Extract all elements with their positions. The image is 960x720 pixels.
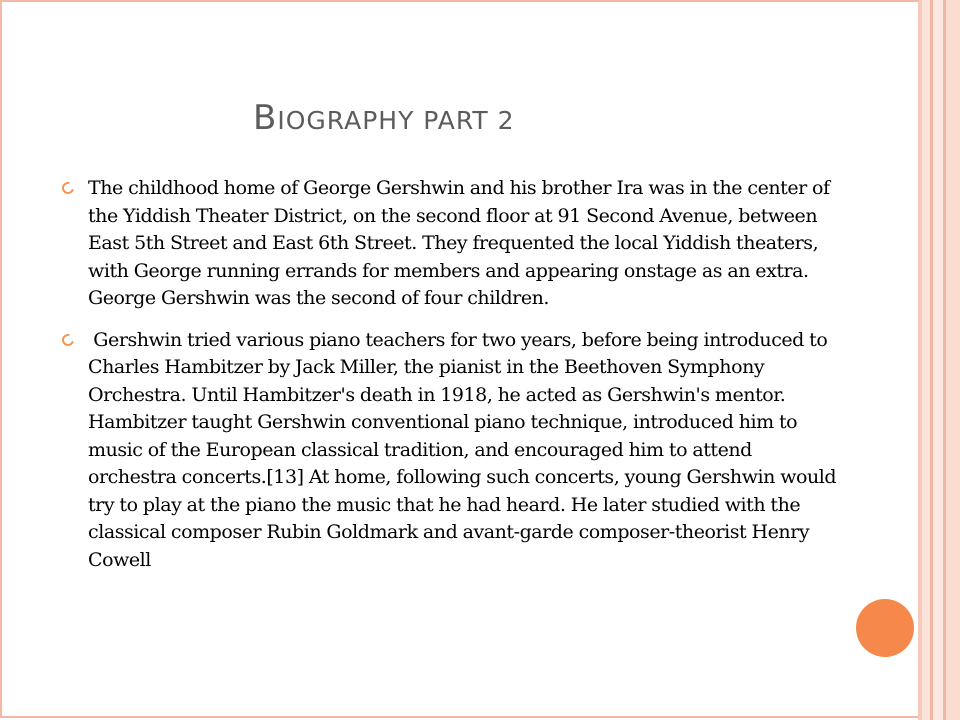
slide-title-rest: IOGRAPHY PART 2 [277, 106, 515, 135]
bullet-icon [60, 331, 76, 347]
accent-circle [856, 599, 914, 657]
right-edge-band [933, 0, 943, 720]
list-item [60, 175, 840, 313]
bullet-text: Gershwin tried various piano teachers for two years, before being introduced to Charles Hambitzer by Jack Miller, the pianist in the Beethoven Symphony Orchestra. Until Hambitzer's death in 1918, he acted as Gershwin's mentor. Hambitzer taught Gershwin conventional piano technique, introduced him to music of the European classical tradition, and encouraged him to attend orchestra concerts.[13] At home, following such concerts, young Gershwin would try to play at the piano the music that he had heard. He later studied with the classical composer Rubin Goldmark and avant-garde composer-theorist Henry Cowell [88, 328, 842, 571]
right-edge-band [922, 0, 930, 720]
slide-title [253, 98, 515, 138]
list-item [60, 327, 840, 575]
slide-title-initial: B [253, 98, 278, 138]
right-edge-band [946, 0, 960, 720]
bullet-list [60, 175, 840, 588]
bullet-icon [60, 180, 76, 196]
bullet-text: The childhood home of George Gershwin and his brother Ira was in the center of the Yiddish Theater District, on the second floor at 91 Second Avenue, between East 5th Street and East 6th Street. They frequented the local Yiddish theaters, with George running errands for members and appearing onstage as an extra. George Gershwin was the second of four children. [88, 177, 830, 309]
